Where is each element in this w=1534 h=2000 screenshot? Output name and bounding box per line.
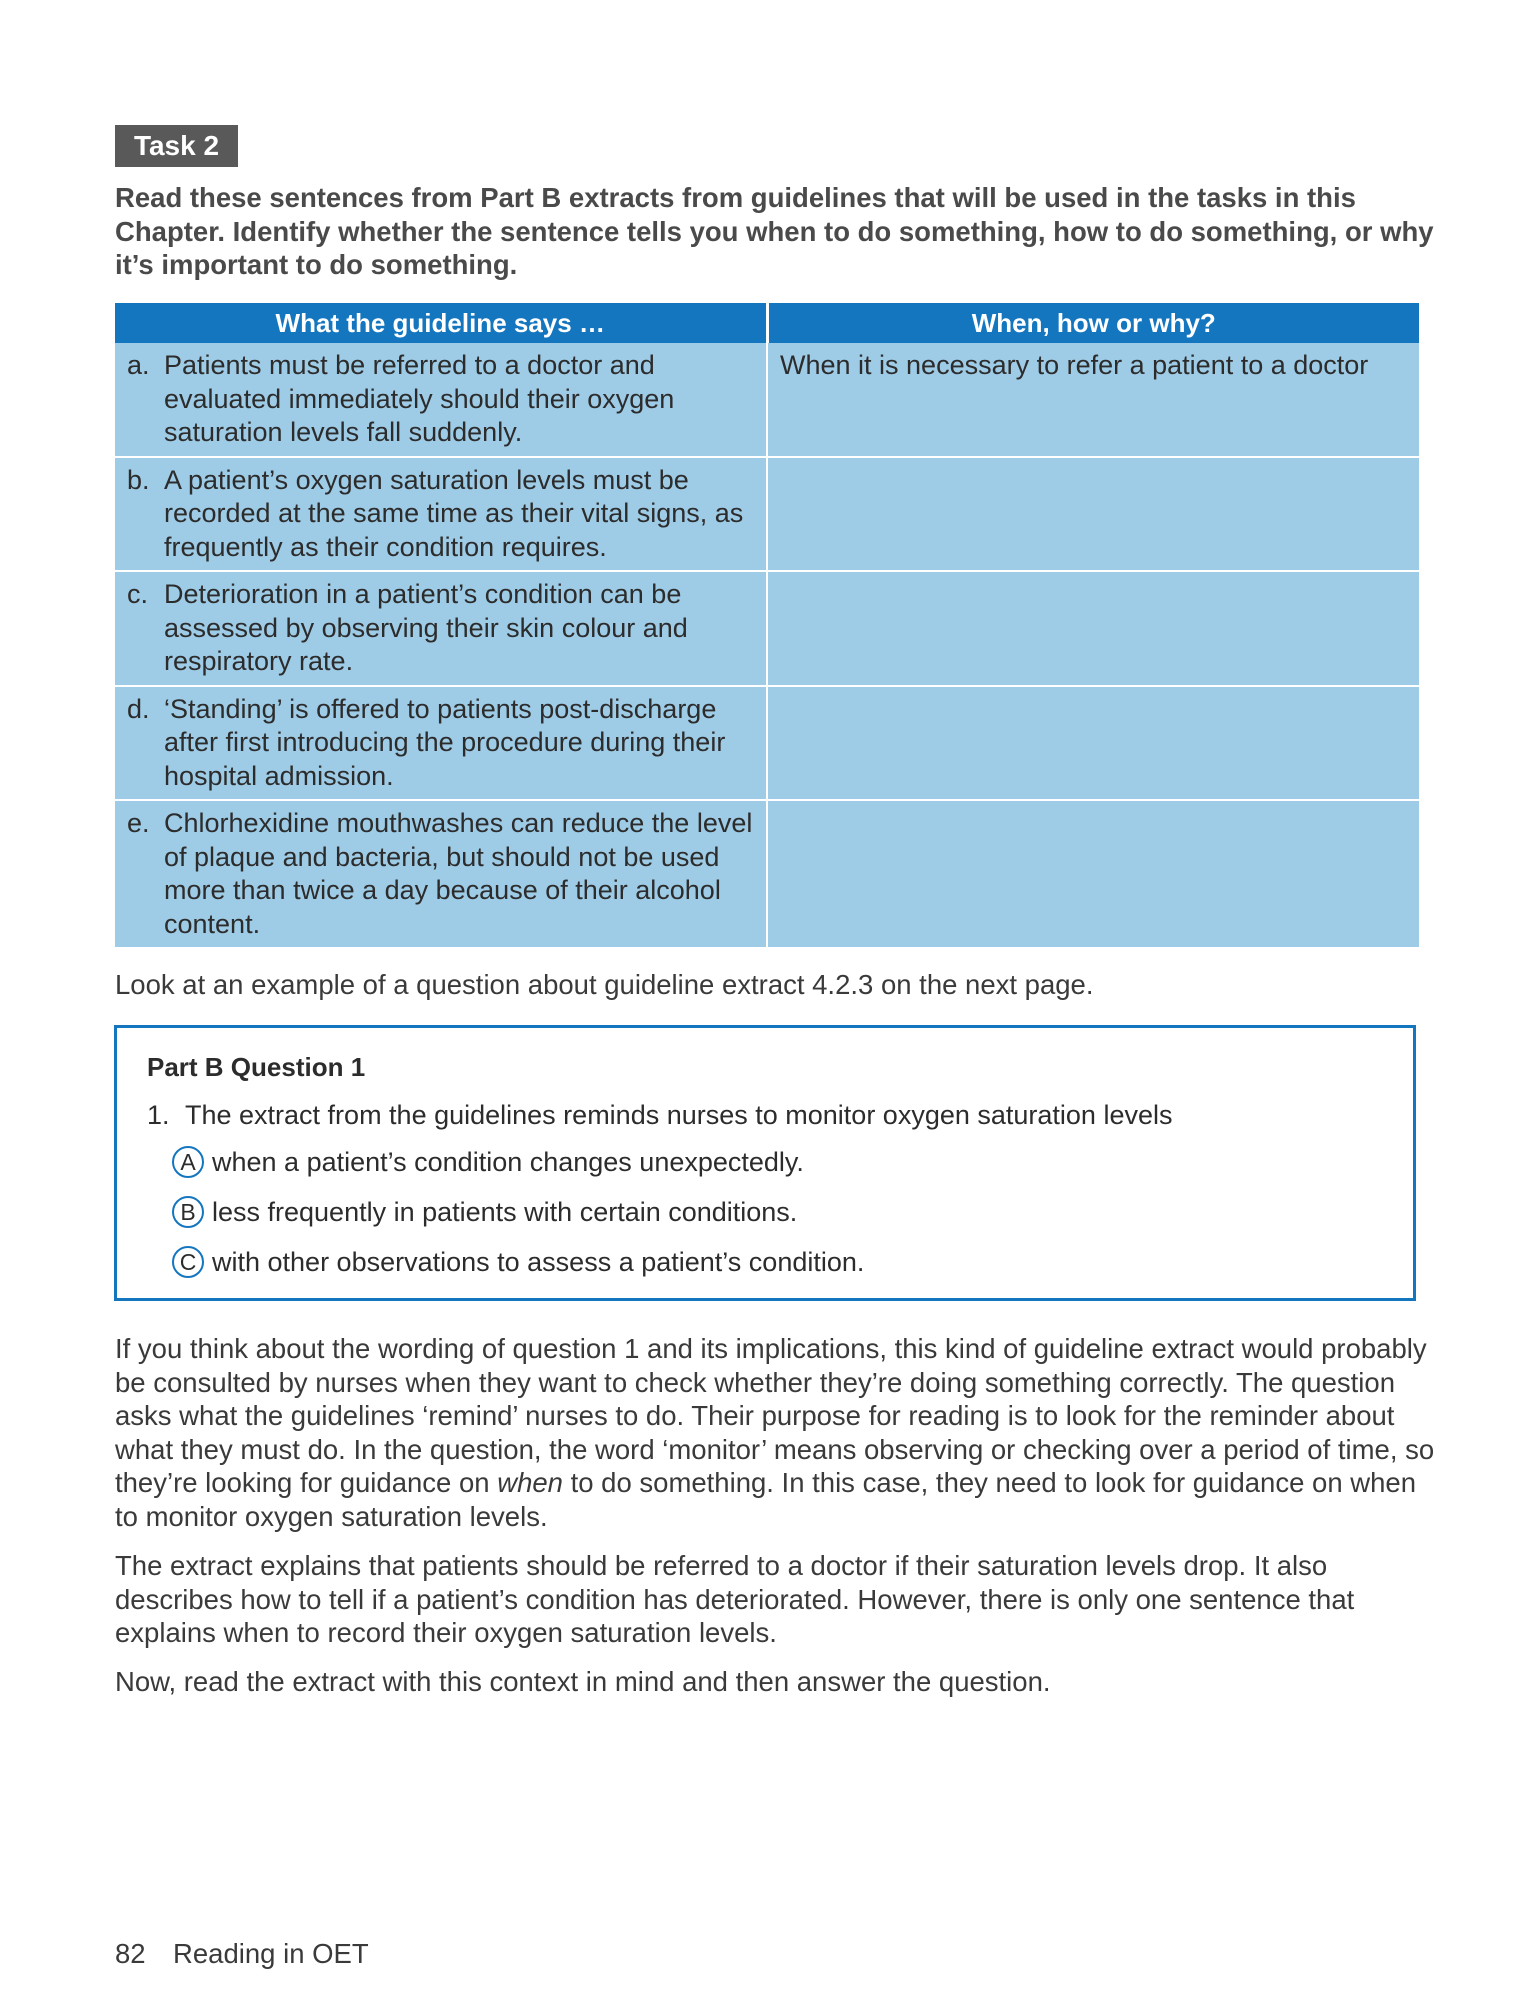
option-text: with other observations to assess a patient’s condition. [212, 1246, 865, 1277]
option-b[interactable] [172, 1196, 797, 1228]
table-row [115, 800, 1419, 947]
page-number: 82 [115, 1938, 146, 1969]
row-letter: b. [127, 464, 150, 495]
table-row [115, 343, 1419, 457]
guideline-text: Deterioration in a patient’s condition can be assessed by observing their skin colour and respiratory rate. [164, 579, 688, 676]
question-box [114, 1025, 1416, 1301]
guideline-text: ‘Standing’ is offered to patients post-discharge after first introducing the procedure during their hospital admission. [164, 693, 726, 791]
answer-cell[interactable] [767, 457, 1419, 572]
explanation-paragraph-2: The extract explains that patients should be referred to a doctor if their saturation levels drop. It also describes how to tell if a patient’s condition has deteriorated. However, there is only one sentence that explains when to record their oxygen saturation levels. [115, 1550, 1355, 1648]
answer-cell[interactable] [767, 571, 1419, 686]
guideline-text: Patients must be referred to a doctor and evaluated immediately should their oxygen saturation levels fall suddenly. [164, 350, 675, 447]
guideline-text: A patient’s oxygen saturation levels must be recorded at the same time as their vital signs, as frequently as their condition requires. [164, 464, 744, 562]
footer-title: Reading in OET [173, 1938, 369, 1969]
paragraph-text: If you think about the wording of question 1 and its implications, this kind of guideline extract would probably be consulted by nurses when they want to check whether they’re doing something correctly. The question asks what the guidelines ‘remind’ nurses to do. Their purpose for reading is to look for the reminder about what they must do. In the question, the word ‘monitor’ means observing or checking over a period of time, so they’re looking for guidance on [115, 1333, 1435, 1498]
table-header-row [115, 303, 1419, 343]
option-text: less frequently in patients with certain conditions. [212, 1196, 798, 1227]
task-label: Task 2 [115, 125, 238, 167]
answer-cell[interactable]: When it is necessary to refer a patient to a doctor [767, 343, 1419, 457]
guideline-cell [115, 457, 767, 572]
option-c[interactable] [172, 1246, 864, 1278]
question-stem-text: The extract from the guidelines reminds nurses to monitor oxygen saturation levels [185, 1100, 1173, 1130]
guideline-text: Chlorhexidine mouthwashes can reduce the level of plaque and bacteria, but should not be used more than twice a day because of their alcohol content. [164, 808, 753, 939]
header-guideline: What the guideline says … [115, 303, 767, 343]
guideline-cell [115, 571, 767, 686]
answer-cell[interactable] [767, 686, 1419, 801]
table-row [115, 571, 1419, 686]
option-text: when a patient’s condition changes unexpectedly. [212, 1146, 804, 1177]
example-intro-text: Look at an example of a question about guideline extract 4.2.3 on the next page. [115, 969, 1094, 1000]
option-letter-circle: B [172, 1196, 204, 1228]
guideline-cell [115, 343, 767, 457]
explanation-paragraph-1 [115, 1332, 1435, 1533]
row-letter: c. [127, 579, 149, 609]
row-letter: e. [127, 808, 150, 838]
option-a[interactable] [172, 1146, 804, 1178]
emphasis-when: when [497, 1467, 563, 1498]
question-box-title: Part B Question 1 [147, 1052, 366, 1082]
row-letter: a. [127, 350, 150, 380]
task-instructions: Read these sentences from Part B extracts from guidelines that will be used in the tasks in this Chapter. Identify whether the sentence tells you when to do something, how to do something, or why it’s important to do something. [115, 182, 1434, 280]
option-letter-circle: A [172, 1146, 204, 1178]
paragraph-text: to do something. In this case, they need to look for guidance on when to monitor oxygen saturation levels. [115, 1467, 1417, 1532]
guideline-cell [115, 800, 767, 947]
guideline-table [115, 303, 1419, 947]
header-when-how-why: When, how or why? [767, 303, 1419, 343]
question-stem [147, 1100, 1172, 1131]
option-letter-circle: C [172, 1246, 204, 1278]
guideline-cell [115, 686, 767, 801]
row-letter: d. [127, 693, 150, 724]
question-number: 1. [147, 1100, 170, 1130]
explanation-paragraph-3: Now, read the extract with this context in mind and then answer the question. [115, 1666, 1051, 1697]
table-row [115, 686, 1419, 801]
table-row [115, 457, 1419, 572]
answer-cell[interactable] [767, 800, 1419, 947]
